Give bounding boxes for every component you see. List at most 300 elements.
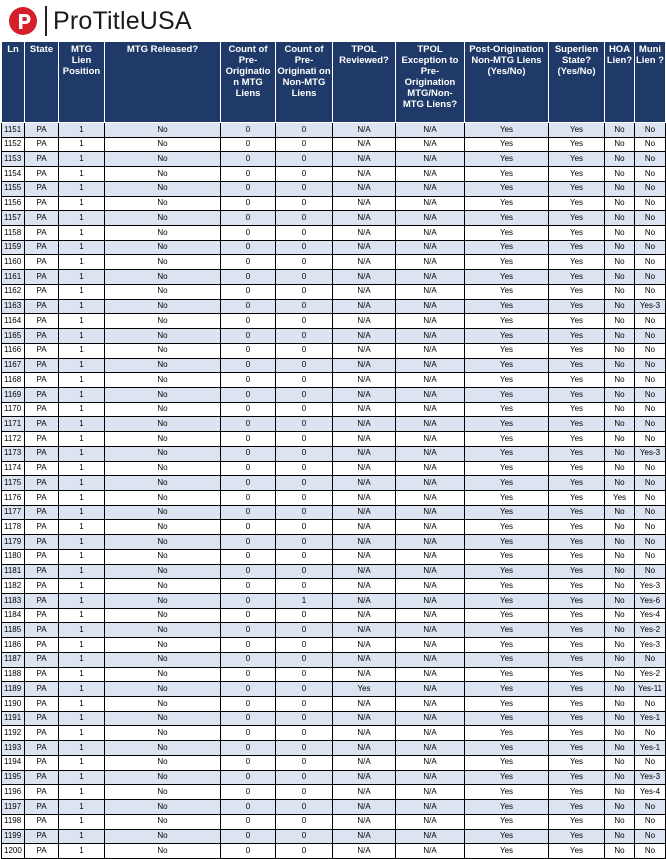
cell-mtg-lien-position: 1	[59, 284, 105, 299]
cell-superlien: Yes	[549, 299, 605, 314]
cell-hoa-lien: No	[605, 446, 635, 461]
cell-muni-lien: No	[635, 123, 666, 138]
cell-superlien: Yes	[549, 461, 605, 476]
cell-count-pre-mtg: 0	[221, 667, 276, 682]
cell-superlien: Yes	[549, 667, 605, 682]
cell-superlien: Yes	[549, 358, 605, 373]
cell-state: PA	[25, 373, 59, 388]
cell-hoa-lien: No	[605, 343, 635, 358]
table-row	[2, 358, 666, 373]
cell-mtg-lien-position: 1	[59, 417, 105, 432]
cell-mtg-released: No	[105, 682, 221, 697]
cell-post-origination: Yes	[465, 461, 549, 476]
cell-state: PA	[25, 770, 59, 785]
cell-tpol-reviewed: N/A	[333, 358, 396, 373]
cell-tpol-exception: N/A	[396, 432, 465, 447]
cell-count-pre-non-mtg: 0	[276, 682, 333, 697]
cell-tpol-exception: N/A	[396, 196, 465, 211]
cell-post-origination: Yes	[465, 844, 549, 859]
cell-ln: 1151	[2, 123, 25, 138]
header-count-pre-mtg: Count of Pre-Originatio n MTG Liens	[221, 42, 276, 123]
cell-count-pre-non-mtg: 0	[276, 814, 333, 829]
cell-superlien: Yes	[549, 638, 605, 653]
table-row	[2, 682, 666, 697]
table-row	[2, 255, 666, 270]
cell-ln: 1161	[2, 270, 25, 285]
cell-count-pre-non-mtg: 0	[276, 432, 333, 447]
cell-tpol-reviewed: N/A	[333, 726, 396, 741]
cell-muni-lien: No	[635, 652, 666, 667]
cell-hoa-lien: No	[605, 814, 635, 829]
cell-tpol-reviewed: N/A	[333, 844, 396, 859]
cell-muni-lien: No	[635, 697, 666, 712]
cell-mtg-released: No	[105, 211, 221, 226]
cell-ln: 1182	[2, 579, 25, 594]
cell-post-origination: Yes	[465, 137, 549, 152]
cell-muni-lien: No	[635, 564, 666, 579]
cell-superlien: Yes	[549, 343, 605, 358]
cell-count-pre-non-mtg: 0	[276, 299, 333, 314]
table-row	[2, 608, 666, 623]
table-row	[2, 638, 666, 653]
cell-mtg-released: No	[105, 402, 221, 417]
cell-count-pre-mtg: 0	[221, 770, 276, 785]
cell-ln: 1158	[2, 226, 25, 241]
cell-superlien: Yes	[549, 829, 605, 844]
cell-tpol-exception: N/A	[396, 549, 465, 564]
cell-tpol-exception: N/A	[396, 152, 465, 167]
cell-mtg-lien-position: 1	[59, 358, 105, 373]
cell-count-pre-non-mtg: 0	[276, 608, 333, 623]
cell-post-origination: Yes	[465, 211, 549, 226]
cell-mtg-lien-position: 1	[59, 137, 105, 152]
cell-tpol-exception: N/A	[396, 167, 465, 182]
cell-superlien: Yes	[549, 284, 605, 299]
cell-hoa-lien: No	[605, 608, 635, 623]
cell-mtg-lien-position: 1	[59, 167, 105, 182]
cell-ln: 1155	[2, 181, 25, 196]
cell-superlien: Yes	[549, 446, 605, 461]
cell-muni-lien: No	[635, 535, 666, 550]
cell-count-pre-non-mtg: 0	[276, 329, 333, 344]
cell-hoa-lien: No	[605, 152, 635, 167]
cell-muni-lien: No	[635, 255, 666, 270]
cell-tpol-exception: N/A	[396, 579, 465, 594]
cell-count-pre-non-mtg: 0	[276, 358, 333, 373]
cell-count-pre-mtg: 0	[221, 829, 276, 844]
cell-tpol-reviewed: N/A	[333, 741, 396, 756]
cell-count-pre-non-mtg: 0	[276, 417, 333, 432]
header-tpol-reviewed: TPOL Reviewed?	[333, 42, 396, 123]
table-row	[2, 226, 666, 241]
cell-hoa-lien: No	[605, 682, 635, 697]
cell-mtg-lien-position: 1	[59, 490, 105, 505]
cell-state: PA	[25, 667, 59, 682]
cell-post-origination: Yes	[465, 564, 549, 579]
cell-tpol-exception: N/A	[396, 564, 465, 579]
cell-hoa-lien: No	[605, 240, 635, 255]
cell-superlien: Yes	[549, 432, 605, 447]
cell-tpol-reviewed: N/A	[333, 123, 396, 138]
header-mtg-released: MTG Released?	[105, 42, 221, 123]
cell-hoa-lien: No	[605, 741, 635, 756]
cell-count-pre-mtg: 0	[221, 373, 276, 388]
table-row	[2, 284, 666, 299]
cell-muni-lien: Yes-11	[635, 682, 666, 697]
cell-tpol-reviewed: N/A	[333, 564, 396, 579]
cell-count-pre-non-mtg: 0	[276, 652, 333, 667]
cell-superlien: Yes	[549, 652, 605, 667]
cell-count-pre-mtg: 0	[221, 270, 276, 285]
cell-count-pre-non-mtg: 0	[276, 638, 333, 653]
cell-muni-lien: No	[635, 387, 666, 402]
cell-tpol-exception: N/A	[396, 638, 465, 653]
cell-muni-lien: Yes-4	[635, 785, 666, 800]
cell-mtg-lien-position: 1	[59, 152, 105, 167]
table-row	[2, 579, 666, 594]
cell-superlien: Yes	[549, 535, 605, 550]
cell-mtg-released: No	[105, 387, 221, 402]
cell-superlien: Yes	[549, 814, 605, 829]
cell-state: PA	[25, 461, 59, 476]
cell-post-origination: Yes	[465, 755, 549, 770]
cell-muni-lien: No	[635, 844, 666, 859]
cell-mtg-released: No	[105, 314, 221, 329]
cell-superlien: Yes	[549, 755, 605, 770]
cell-count-pre-mtg: 0	[221, 579, 276, 594]
cell-muni-lien: No	[635, 343, 666, 358]
cell-mtg-released: No	[105, 123, 221, 138]
cell-mtg-lien-position: 1	[59, 329, 105, 344]
table-row	[2, 490, 666, 505]
cell-post-origination: Yes	[465, 549, 549, 564]
cell-mtg-released: No	[105, 652, 221, 667]
cell-muni-lien: Yes-3	[635, 579, 666, 594]
cell-mtg-released: No	[105, 284, 221, 299]
cell-post-origination: Yes	[465, 652, 549, 667]
cell-tpol-exception: N/A	[396, 800, 465, 815]
cell-hoa-lien: Yes	[605, 490, 635, 505]
cell-tpol-exception: N/A	[396, 255, 465, 270]
table-row	[2, 667, 666, 682]
cell-state: PA	[25, 682, 59, 697]
cell-post-origination: Yes	[465, 373, 549, 388]
cell-tpol-exception: N/A	[396, 726, 465, 741]
table-row	[2, 755, 666, 770]
cell-mtg-lien-position: 1	[59, 564, 105, 579]
cell-state: PA	[25, 299, 59, 314]
cell-post-origination: Yes	[465, 726, 549, 741]
cell-muni-lien: No	[635, 373, 666, 388]
cell-mtg-released: No	[105, 549, 221, 564]
cell-mtg-released: No	[105, 255, 221, 270]
cell-count-pre-mtg: 0	[221, 741, 276, 756]
cell-tpol-reviewed: N/A	[333, 476, 396, 491]
cell-tpol-reviewed: N/A	[333, 697, 396, 712]
cell-tpol-reviewed: N/A	[333, 770, 396, 785]
cell-ln: 1196	[2, 785, 25, 800]
cell-tpol-exception: N/A	[396, 211, 465, 226]
cell-count-pre-non-mtg: 0	[276, 535, 333, 550]
cell-mtg-lien-position: 1	[59, 667, 105, 682]
table-row	[2, 211, 666, 226]
cell-mtg-lien-position: 1	[59, 240, 105, 255]
cell-muni-lien: No	[635, 181, 666, 196]
cell-superlien: Yes	[549, 402, 605, 417]
cell-mtg-released: No	[105, 697, 221, 712]
cell-count-pre-non-mtg: 0	[276, 770, 333, 785]
table-row	[2, 505, 666, 520]
cell-count-pre-mtg: 0	[221, 564, 276, 579]
cell-post-origination: Yes	[465, 446, 549, 461]
cell-state: PA	[25, 711, 59, 726]
cell-hoa-lien: No	[605, 476, 635, 491]
cell-count-pre-mtg: 0	[221, 800, 276, 815]
cell-mtg-released: No	[105, 638, 221, 653]
table-row	[2, 549, 666, 564]
cell-count-pre-mtg: 0	[221, 697, 276, 712]
cell-superlien: Yes	[549, 549, 605, 564]
table-row	[2, 123, 666, 138]
cell-tpol-exception: N/A	[396, 682, 465, 697]
cell-tpol-reviewed: N/A	[333, 167, 396, 182]
cell-superlien: Yes	[549, 181, 605, 196]
cell-mtg-released: No	[105, 446, 221, 461]
cell-hoa-lien: No	[605, 652, 635, 667]
cell-tpol-exception: N/A	[396, 520, 465, 535]
cell-tpol-exception: N/A	[396, 741, 465, 756]
table-row	[2, 137, 666, 152]
cell-mtg-lien-position: 1	[59, 652, 105, 667]
cell-superlien: Yes	[549, 137, 605, 152]
cell-post-origination: Yes	[465, 741, 549, 756]
cell-count-pre-non-mtg: 0	[276, 844, 333, 859]
cell-tpol-exception: N/A	[396, 137, 465, 152]
cell-count-pre-mtg: 0	[221, 240, 276, 255]
table-row	[2, 814, 666, 829]
cell-ln: 1160	[2, 255, 25, 270]
cell-tpol-exception: N/A	[396, 505, 465, 520]
cell-count-pre-mtg: 0	[221, 387, 276, 402]
cell-superlien: Yes	[549, 711, 605, 726]
cell-superlien: Yes	[549, 373, 605, 388]
cell-ln: 1165	[2, 329, 25, 344]
table-row	[2, 152, 666, 167]
cell-ln: 1168	[2, 373, 25, 388]
cell-post-origination: Yes	[465, 638, 549, 653]
cell-tpol-reviewed: N/A	[333, 387, 396, 402]
cell-ln: 1186	[2, 638, 25, 653]
cell-state: PA	[25, 800, 59, 815]
cell-hoa-lien: No	[605, 755, 635, 770]
cell-count-pre-mtg: 0	[221, 181, 276, 196]
cell-mtg-lien-position: 1	[59, 579, 105, 594]
cell-tpol-exception: N/A	[396, 123, 465, 138]
cell-mtg-lien-position: 1	[59, 446, 105, 461]
cell-muni-lien: Yes-3	[635, 770, 666, 785]
cell-tpol-reviewed: N/A	[333, 255, 396, 270]
cell-hoa-lien: No	[605, 299, 635, 314]
cell-mtg-lien-position: 1	[59, 402, 105, 417]
cell-muni-lien: No	[635, 726, 666, 741]
cell-mtg-lien-position: 1	[59, 520, 105, 535]
cell-state: PA	[25, 314, 59, 329]
cell-ln: 1159	[2, 240, 25, 255]
cell-count-pre-non-mtg: 0	[276, 476, 333, 491]
cell-hoa-lien: No	[605, 402, 635, 417]
cell-post-origination: Yes	[465, 623, 549, 638]
header-ln: Ln	[2, 42, 25, 123]
cell-superlien: Yes	[549, 417, 605, 432]
cell-post-origination: Yes	[465, 682, 549, 697]
cell-hoa-lien: No	[605, 314, 635, 329]
cell-count-pre-mtg: 0	[221, 299, 276, 314]
cell-ln: 1153	[2, 152, 25, 167]
cell-count-pre-non-mtg: 0	[276, 255, 333, 270]
cell-muni-lien: No	[635, 755, 666, 770]
cell-count-pre-mtg: 0	[221, 226, 276, 241]
cell-mtg-lien-position: 1	[59, 785, 105, 800]
cell-state: PA	[25, 123, 59, 138]
cell-tpol-exception: N/A	[396, 594, 465, 609]
cell-tpol-reviewed: N/A	[333, 623, 396, 638]
cell-state: PA	[25, 402, 59, 417]
cell-count-pre-mtg: 0	[221, 549, 276, 564]
cell-superlien: Yes	[549, 785, 605, 800]
cell-count-pre-non-mtg: 0	[276, 785, 333, 800]
cell-mtg-released: No	[105, 770, 221, 785]
cell-hoa-lien: No	[605, 505, 635, 520]
cell-count-pre-non-mtg: 0	[276, 623, 333, 638]
cell-muni-lien: No	[635, 270, 666, 285]
cell-ln: 1197	[2, 800, 25, 815]
cell-muni-lien: Yes-3	[635, 638, 666, 653]
cell-count-pre-mtg: 0	[221, 152, 276, 167]
cell-state: PA	[25, 829, 59, 844]
cell-muni-lien: No	[635, 814, 666, 829]
cell-post-origination: Yes	[465, 814, 549, 829]
cell-tpol-exception: N/A	[396, 711, 465, 726]
table-row	[2, 726, 666, 741]
table-row	[2, 387, 666, 402]
table-row	[2, 270, 666, 285]
cell-ln: 1178	[2, 520, 25, 535]
cell-state: PA	[25, 520, 59, 535]
cell-ln: 1175	[2, 476, 25, 491]
cell-ln: 1164	[2, 314, 25, 329]
cell-ln: 1189	[2, 682, 25, 697]
cell-mtg-lien-position: 1	[59, 387, 105, 402]
cell-muni-lien: Yes-4	[635, 608, 666, 623]
cell-muni-lien: No	[635, 226, 666, 241]
cell-count-pre-mtg: 0	[221, 461, 276, 476]
cell-hoa-lien: No	[605, 181, 635, 196]
cell-post-origination: Yes	[465, 520, 549, 535]
cell-mtg-released: No	[105, 167, 221, 182]
cell-count-pre-mtg: 0	[221, 638, 276, 653]
cell-post-origination: Yes	[465, 284, 549, 299]
cell-superlien: Yes	[549, 608, 605, 623]
cell-state: PA	[25, 814, 59, 829]
cell-mtg-released: No	[105, 240, 221, 255]
cell-mtg-lien-position: 1	[59, 196, 105, 211]
cell-state: PA	[25, 844, 59, 859]
cell-mtg-released: No	[105, 520, 221, 535]
cell-ln: 1169	[2, 387, 25, 402]
table-row	[2, 594, 666, 609]
cell-muni-lien: Yes-1	[635, 711, 666, 726]
table-row	[2, 711, 666, 726]
cell-tpol-reviewed: N/A	[333, 755, 396, 770]
cell-tpol-exception: N/A	[396, 358, 465, 373]
cell-superlien: Yes	[549, 490, 605, 505]
cell-state: PA	[25, 638, 59, 653]
cell-count-pre-non-mtg: 0	[276, 387, 333, 402]
cell-count-pre-non-mtg: 0	[276, 373, 333, 388]
cell-muni-lien: No	[635, 476, 666, 491]
cell-count-pre-mtg: 0	[221, 594, 276, 609]
table-row	[2, 196, 666, 211]
cell-mtg-released: No	[105, 299, 221, 314]
cell-count-pre-non-mtg: 0	[276, 284, 333, 299]
cell-mtg-released: No	[105, 623, 221, 638]
cell-mtg-released: No	[105, 726, 221, 741]
cell-mtg-released: No	[105, 196, 221, 211]
cell-muni-lien: No	[635, 402, 666, 417]
cell-post-origination: Yes	[465, 152, 549, 167]
cell-tpol-exception: N/A	[396, 417, 465, 432]
cell-muni-lien: No	[635, 240, 666, 255]
cell-count-pre-non-mtg: 0	[276, 211, 333, 226]
cell-superlien: Yes	[549, 697, 605, 712]
cell-post-origination: Yes	[465, 579, 549, 594]
cell-tpol-reviewed: N/A	[333, 594, 396, 609]
cell-post-origination: Yes	[465, 535, 549, 550]
cell-mtg-released: No	[105, 476, 221, 491]
cell-muni-lien: No	[635, 490, 666, 505]
cell-state: PA	[25, 211, 59, 226]
cell-mtg-released: No	[105, 152, 221, 167]
cell-superlien: Yes	[549, 476, 605, 491]
cell-tpol-exception: N/A	[396, 476, 465, 491]
table-row	[2, 535, 666, 550]
cell-post-origination: Yes	[465, 594, 549, 609]
cell-ln: 1190	[2, 697, 25, 712]
cell-count-pre-non-mtg: 0	[276, 579, 333, 594]
cell-state: PA	[25, 579, 59, 594]
cell-mtg-released: No	[105, 800, 221, 815]
cell-muni-lien: No	[635, 329, 666, 344]
cell-count-pre-mtg: 0	[221, 785, 276, 800]
header-muni-lien: Muni Lien ?	[635, 42, 666, 123]
cell-state: PA	[25, 226, 59, 241]
cell-hoa-lien: No	[605, 270, 635, 285]
cell-ln: 1185	[2, 623, 25, 638]
cell-post-origination: Yes	[465, 432, 549, 447]
cell-muni-lien: No	[635, 152, 666, 167]
cell-mtg-released: No	[105, 711, 221, 726]
cell-count-pre-mtg: 0	[221, 358, 276, 373]
cell-hoa-lien: No	[605, 520, 635, 535]
header-mtg-lien-position: MTG Lien Position	[59, 42, 105, 123]
cell-count-pre-mtg: 0	[221, 314, 276, 329]
cell-hoa-lien: No	[605, 697, 635, 712]
cell-tpol-reviewed: N/A	[333, 711, 396, 726]
cell-hoa-lien: No	[605, 535, 635, 550]
cell-tpol-exception: N/A	[396, 755, 465, 770]
cell-post-origination: Yes	[465, 299, 549, 314]
header-hoa-lien: HOA Lien?	[605, 42, 635, 123]
